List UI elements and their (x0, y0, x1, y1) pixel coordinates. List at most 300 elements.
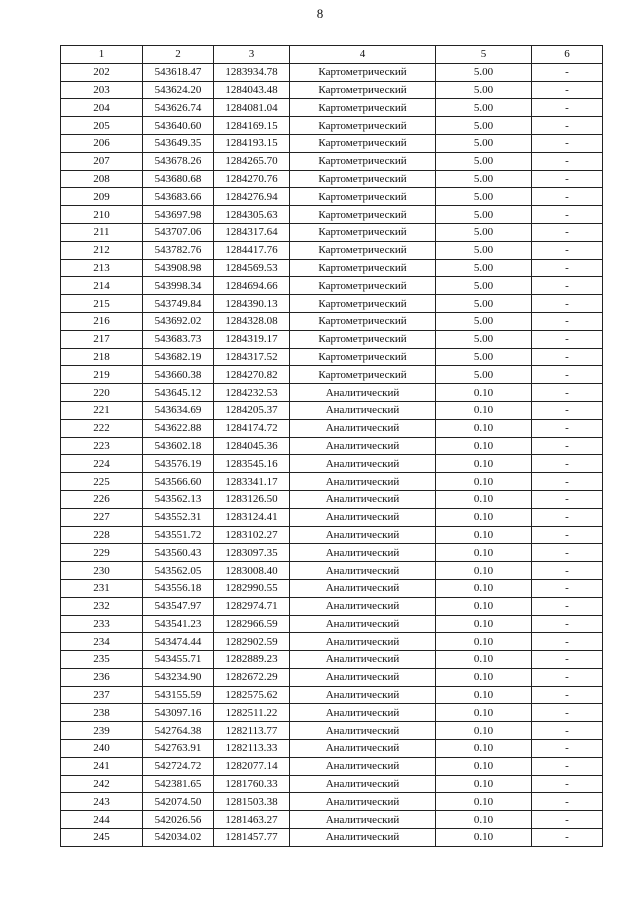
table-cell: Аналитический (290, 384, 436, 402)
table-cell: - (532, 241, 603, 259)
table-cell: 543624.20 (143, 81, 214, 99)
table-cell: 235 (61, 651, 143, 669)
table-cell: - (532, 722, 603, 740)
table-cell: 1283008.40 (214, 562, 290, 580)
table-row (61, 117, 603, 135)
table-cell: 236 (61, 668, 143, 686)
table-cell: 543678.26 (143, 152, 214, 170)
table-cell: - (532, 134, 603, 152)
table-cell: - (532, 508, 603, 526)
table-cell: 0.10 (436, 633, 532, 651)
table-cell: 0.10 (436, 668, 532, 686)
table-cell: - (532, 295, 603, 313)
table-cell: - (532, 526, 603, 544)
table-cell: 1282672.29 (214, 668, 290, 686)
table-cell: - (532, 437, 603, 455)
table-cell: Картометрический (290, 366, 436, 384)
table-cell: 1283097.35 (214, 544, 290, 562)
table-cell: Аналитический (290, 544, 436, 562)
table-cell: 212 (61, 241, 143, 259)
table-cell: Аналитический (290, 775, 436, 793)
table-cell: 211 (61, 223, 143, 241)
table-cell: Аналитический (290, 668, 436, 686)
table-cell: 0.10 (436, 686, 532, 704)
table-cell: 1283124.41 (214, 508, 290, 526)
table-cell: 543626.74 (143, 99, 214, 117)
table-cell: 5.00 (436, 188, 532, 206)
table-cell: 244 (61, 811, 143, 829)
table-row (61, 490, 603, 508)
table-cell: - (532, 63, 603, 81)
table-cell: 5.00 (436, 259, 532, 277)
table-cell: - (532, 704, 603, 722)
table-cell: 0.10 (436, 775, 532, 793)
table-row (61, 651, 603, 669)
table-cell: 1282889.23 (214, 651, 290, 669)
table-cell: 0.10 (436, 419, 532, 437)
table-cell: 543682.19 (143, 348, 214, 366)
table-row (61, 811, 603, 829)
table-cell: - (532, 829, 603, 847)
table-cell: 0.10 (436, 544, 532, 562)
table-row (61, 348, 603, 366)
table-cell: 245 (61, 829, 143, 847)
table-header-row (61, 46, 603, 64)
column-header: 5 (436, 46, 532, 64)
table-cell: - (532, 562, 603, 580)
table-cell: 5.00 (436, 206, 532, 224)
table-cell: 543749.84 (143, 295, 214, 313)
table-cell: Аналитический (290, 508, 436, 526)
table-cell: - (532, 490, 603, 508)
table-cell: 0.10 (436, 526, 532, 544)
table-cell: 0.10 (436, 651, 532, 669)
table-cell: Картометрический (290, 295, 436, 313)
table-cell: 1284081.04 (214, 99, 290, 117)
table-cell: 225 (61, 473, 143, 491)
table-cell: 226 (61, 490, 143, 508)
table-cell: 1281463.27 (214, 811, 290, 829)
table-cell: 214 (61, 277, 143, 295)
table-cell: 0.10 (436, 597, 532, 615)
table-cell: 1284205.37 (214, 401, 290, 419)
table-cell: 0.10 (436, 811, 532, 829)
table-cell: 543562.13 (143, 490, 214, 508)
table-cell: 1284276.94 (214, 188, 290, 206)
table-cell: 238 (61, 704, 143, 722)
table-cell: 1281457.77 (214, 829, 290, 847)
table-cell: Аналитический (290, 740, 436, 758)
table-cell: Аналитический (290, 562, 436, 580)
table-cell: 230 (61, 562, 143, 580)
table-cell: Картометрический (290, 188, 436, 206)
table-cell: 543556.18 (143, 579, 214, 597)
table-cell: Картометрический (290, 117, 436, 135)
table-cell: 543541.23 (143, 615, 214, 633)
table-cell: 1283126.50 (214, 490, 290, 508)
table-cell: 1284174.72 (214, 419, 290, 437)
table-cell: Аналитический (290, 704, 436, 722)
table-cell: 0.10 (436, 473, 532, 491)
table-cell: 5.00 (436, 134, 532, 152)
table-cell: 0.10 (436, 455, 532, 473)
table-cell: 542724.72 (143, 757, 214, 775)
table-cell: 242 (61, 775, 143, 793)
table-cell: 5.00 (436, 241, 532, 259)
table-cell: 1284317.64 (214, 223, 290, 241)
table-cell: 0.10 (436, 740, 532, 758)
table-cell: - (532, 544, 603, 562)
table-cell: Картометрический (290, 134, 436, 152)
table-cell: 203 (61, 81, 143, 99)
table-row (61, 508, 603, 526)
table-row (61, 686, 603, 704)
table-cell: 1283934.78 (214, 63, 290, 81)
table-cell: 1282966.59 (214, 615, 290, 633)
table-cell: Аналитический (290, 490, 436, 508)
table-cell: 543562.05 (143, 562, 214, 580)
table-cell: Аналитический (290, 526, 436, 544)
table-cell: 1284232.53 (214, 384, 290, 402)
table-row (61, 793, 603, 811)
table-cell: 218 (61, 348, 143, 366)
table-cell: Аналитический (290, 579, 436, 597)
table-cell: 1284270.76 (214, 170, 290, 188)
table-cell: Аналитический (290, 829, 436, 847)
table-cell: 1284317.52 (214, 348, 290, 366)
table-cell: 1281760.33 (214, 775, 290, 793)
table-cell: 0.10 (436, 401, 532, 419)
table-cell: 543547.97 (143, 597, 214, 615)
table-cell: Картометрический (290, 81, 436, 99)
table-row (61, 312, 603, 330)
column-header: 6 (532, 46, 603, 64)
table-cell: 234 (61, 633, 143, 651)
table-cell: 1284319.17 (214, 330, 290, 348)
table-cell: 543640.60 (143, 117, 214, 135)
table-row (61, 384, 603, 402)
column-header: 1 (61, 46, 143, 64)
table-cell: 543155.59 (143, 686, 214, 704)
table-row (61, 597, 603, 615)
table-row (61, 668, 603, 686)
table-cell: 1284265.70 (214, 152, 290, 170)
table-row (61, 259, 603, 277)
table-row (61, 562, 603, 580)
table-cell: 1284417.76 (214, 241, 290, 259)
table-cell: 228 (61, 526, 143, 544)
table-cell: 209 (61, 188, 143, 206)
table-cell: - (532, 775, 603, 793)
table-row (61, 277, 603, 295)
table-cell: 205 (61, 117, 143, 135)
table-cell: 543455.71 (143, 651, 214, 669)
table-cell: 1284328.08 (214, 312, 290, 330)
table-row (61, 437, 603, 455)
table-cell: 1282575.62 (214, 686, 290, 704)
table-cell: 1284270.82 (214, 366, 290, 384)
table-row (61, 473, 603, 491)
table-cell: - (532, 419, 603, 437)
table-cell: 0.10 (436, 508, 532, 526)
table-row (61, 330, 603, 348)
table-cell: 5.00 (436, 223, 532, 241)
table-cell: 1284169.15 (214, 117, 290, 135)
table-cell: 213 (61, 259, 143, 277)
table-cell: - (532, 455, 603, 473)
column-header: 4 (290, 46, 436, 64)
table-cell: 543645.12 (143, 384, 214, 402)
table-cell: 216 (61, 312, 143, 330)
table-cell: - (532, 170, 603, 188)
table-cell: Картометрический (290, 63, 436, 81)
table-row (61, 526, 603, 544)
coordinates-table (60, 45, 603, 847)
table-cell: 220 (61, 384, 143, 402)
page-number: 8 (316, 6, 324, 21)
table-cell: Картометрический (290, 259, 436, 277)
table-cell: Картометрический (290, 312, 436, 330)
table-cell: 543551.72 (143, 526, 214, 544)
table-cell: - (532, 206, 603, 224)
table-cell: 0.10 (436, 793, 532, 811)
table-cell: 233 (61, 615, 143, 633)
table-cell: Аналитический (290, 597, 436, 615)
table-cell: 1282974.71 (214, 597, 290, 615)
table-row (61, 722, 603, 740)
table-cell: 1284390.13 (214, 295, 290, 313)
table-cell: Картометрический (290, 330, 436, 348)
table-cell: 543782.76 (143, 241, 214, 259)
table-cell: - (532, 152, 603, 170)
table-cell: - (532, 81, 603, 99)
table-cell: 217 (61, 330, 143, 348)
table-cell: - (532, 757, 603, 775)
table-cell: 0.10 (436, 722, 532, 740)
table-cell: 210 (61, 206, 143, 224)
table-row (61, 295, 603, 313)
table-cell: 1282113.33 (214, 740, 290, 758)
table-cell: Картометрический (290, 206, 436, 224)
table-cell: 542034.02 (143, 829, 214, 847)
table-cell: 1282113.77 (214, 722, 290, 740)
table-row (61, 633, 603, 651)
table-cell: 5.00 (436, 330, 532, 348)
table-cell: 0.10 (436, 384, 532, 402)
table-cell: - (532, 277, 603, 295)
table-cell: 1284043.48 (214, 81, 290, 99)
table-cell: 542026.56 (143, 811, 214, 829)
table-cell: 543634.69 (143, 401, 214, 419)
table-cell: 542074.50 (143, 793, 214, 811)
table-cell: 240 (61, 740, 143, 758)
table-cell: 542763.91 (143, 740, 214, 758)
table-cell: 543692.02 (143, 312, 214, 330)
table-cell: 1283341.17 (214, 473, 290, 491)
table-cell: - (532, 117, 603, 135)
table-cell: 0.10 (436, 562, 532, 580)
table-cell: 227 (61, 508, 143, 526)
table-row (61, 134, 603, 152)
table-row (61, 829, 603, 847)
table-cell: Аналитический (290, 401, 436, 419)
table-cell: 542764.38 (143, 722, 214, 740)
table-cell: Аналитический (290, 455, 436, 473)
column-header: 3 (214, 46, 290, 64)
table-cell: 1283102.27 (214, 526, 290, 544)
table-cell: 543552.31 (143, 508, 214, 526)
table-cell: - (532, 188, 603, 206)
table-cell: 1284569.53 (214, 259, 290, 277)
table-cell: 5.00 (436, 99, 532, 117)
table-row (61, 366, 603, 384)
table-cell: Аналитический (290, 793, 436, 811)
table-cell: Аналитический (290, 722, 436, 740)
table-cell: 1282902.59 (214, 633, 290, 651)
table-cell: Картометрический (290, 152, 436, 170)
table-cell: - (532, 99, 603, 117)
table-row (61, 775, 603, 793)
table-row (61, 81, 603, 99)
table-cell: 0.10 (436, 829, 532, 847)
table-row (61, 63, 603, 81)
table-row (61, 223, 603, 241)
table-row (61, 206, 603, 224)
table-row (61, 152, 603, 170)
table-cell: 202 (61, 63, 143, 81)
table-cell: 5.00 (436, 277, 532, 295)
table-cell: 543680.68 (143, 170, 214, 188)
table-cell: Картометрический (290, 277, 436, 295)
table-cell: 543908.98 (143, 259, 214, 277)
table-cell: 239 (61, 722, 143, 740)
table-row (61, 419, 603, 437)
table-cell: Картометрический (290, 99, 436, 117)
table-cell: 543560.43 (143, 544, 214, 562)
table-cell: 543683.66 (143, 188, 214, 206)
table-cell: 215 (61, 295, 143, 313)
table-cell: 5.00 (436, 152, 532, 170)
table-cell: 0.10 (436, 437, 532, 455)
table-cell: - (532, 686, 603, 704)
table-cell: Картометрический (290, 241, 436, 259)
table-cell: 543697.98 (143, 206, 214, 224)
column-header: 2 (143, 46, 214, 64)
table-row (61, 241, 603, 259)
table-cell: 1284045.36 (214, 437, 290, 455)
table-cell: 543683.73 (143, 330, 214, 348)
table-cell: - (532, 740, 603, 758)
table-cell: 5.00 (436, 81, 532, 99)
table-cell: Картометрический (290, 348, 436, 366)
table-cell: 1282511.22 (214, 704, 290, 722)
table-row (61, 579, 603, 597)
table-row (61, 757, 603, 775)
table-cell: 543660.38 (143, 366, 214, 384)
table-cell: 543234.90 (143, 668, 214, 686)
table-cell: 543097.16 (143, 704, 214, 722)
table-cell: - (532, 633, 603, 651)
table-cell: 543474.44 (143, 633, 214, 651)
table-cell: 1284305.63 (214, 206, 290, 224)
table-cell: Аналитический (290, 686, 436, 704)
table-cell: Картометрический (290, 223, 436, 241)
table-row (61, 544, 603, 562)
table-cell: - (532, 223, 603, 241)
table-cell: 0.10 (436, 490, 532, 508)
table-cell: 542381.65 (143, 775, 214, 793)
table-cell: 243 (61, 793, 143, 811)
table-row (61, 615, 603, 633)
table-cell: 207 (61, 152, 143, 170)
table-cell: 543707.06 (143, 223, 214, 241)
table-cell: 543576.19 (143, 455, 214, 473)
table-cell: 0.10 (436, 579, 532, 597)
table-cell: Картометрический (290, 170, 436, 188)
table-cell: 223 (61, 437, 143, 455)
table-body (61, 63, 603, 846)
table-cell: 1282990.55 (214, 579, 290, 597)
table-cell: Аналитический (290, 757, 436, 775)
table-cell: 0.10 (436, 704, 532, 722)
table-cell: - (532, 473, 603, 491)
table-cell: 204 (61, 99, 143, 117)
table-cell: 543998.34 (143, 277, 214, 295)
table-cell: - (532, 793, 603, 811)
table-cell: 5.00 (436, 170, 532, 188)
table-cell: 206 (61, 134, 143, 152)
table-row (61, 170, 603, 188)
table-cell: - (532, 597, 603, 615)
table-cell: - (532, 668, 603, 686)
table-cell: 219 (61, 366, 143, 384)
table-row (61, 704, 603, 722)
table-cell: 5.00 (436, 366, 532, 384)
table-cell: 5.00 (436, 295, 532, 313)
table-cell: 208 (61, 170, 143, 188)
table-cell: 222 (61, 419, 143, 437)
table-row (61, 455, 603, 473)
table-row (61, 740, 603, 758)
table-cell: - (532, 651, 603, 669)
table-row (61, 99, 603, 117)
table-cell: 543566.60 (143, 473, 214, 491)
table-cell: - (532, 259, 603, 277)
table-cell: Аналитический (290, 811, 436, 829)
table-cell: - (532, 330, 603, 348)
table-cell: 231 (61, 579, 143, 597)
table-cell: 1284193.15 (214, 134, 290, 152)
table-cell: 0.10 (436, 615, 532, 633)
table-cell: 5.00 (436, 117, 532, 135)
table-cell: 1284694.66 (214, 277, 290, 295)
table-cell: 0.10 (436, 757, 532, 775)
table-cell: 543602.18 (143, 437, 214, 455)
table-cell: Аналитический (290, 615, 436, 633)
table-cell: - (532, 366, 603, 384)
table-cell: Аналитический (290, 651, 436, 669)
table-cell: Аналитический (290, 633, 436, 651)
table-cell: 232 (61, 597, 143, 615)
table-cell: 221 (61, 401, 143, 419)
table-row (61, 188, 603, 206)
table-cell: - (532, 811, 603, 829)
table-cell: 543622.88 (143, 419, 214, 437)
table-cell: 229 (61, 544, 143, 562)
table-cell: - (532, 579, 603, 597)
table-cell: - (532, 401, 603, 419)
table-cell: 5.00 (436, 63, 532, 81)
